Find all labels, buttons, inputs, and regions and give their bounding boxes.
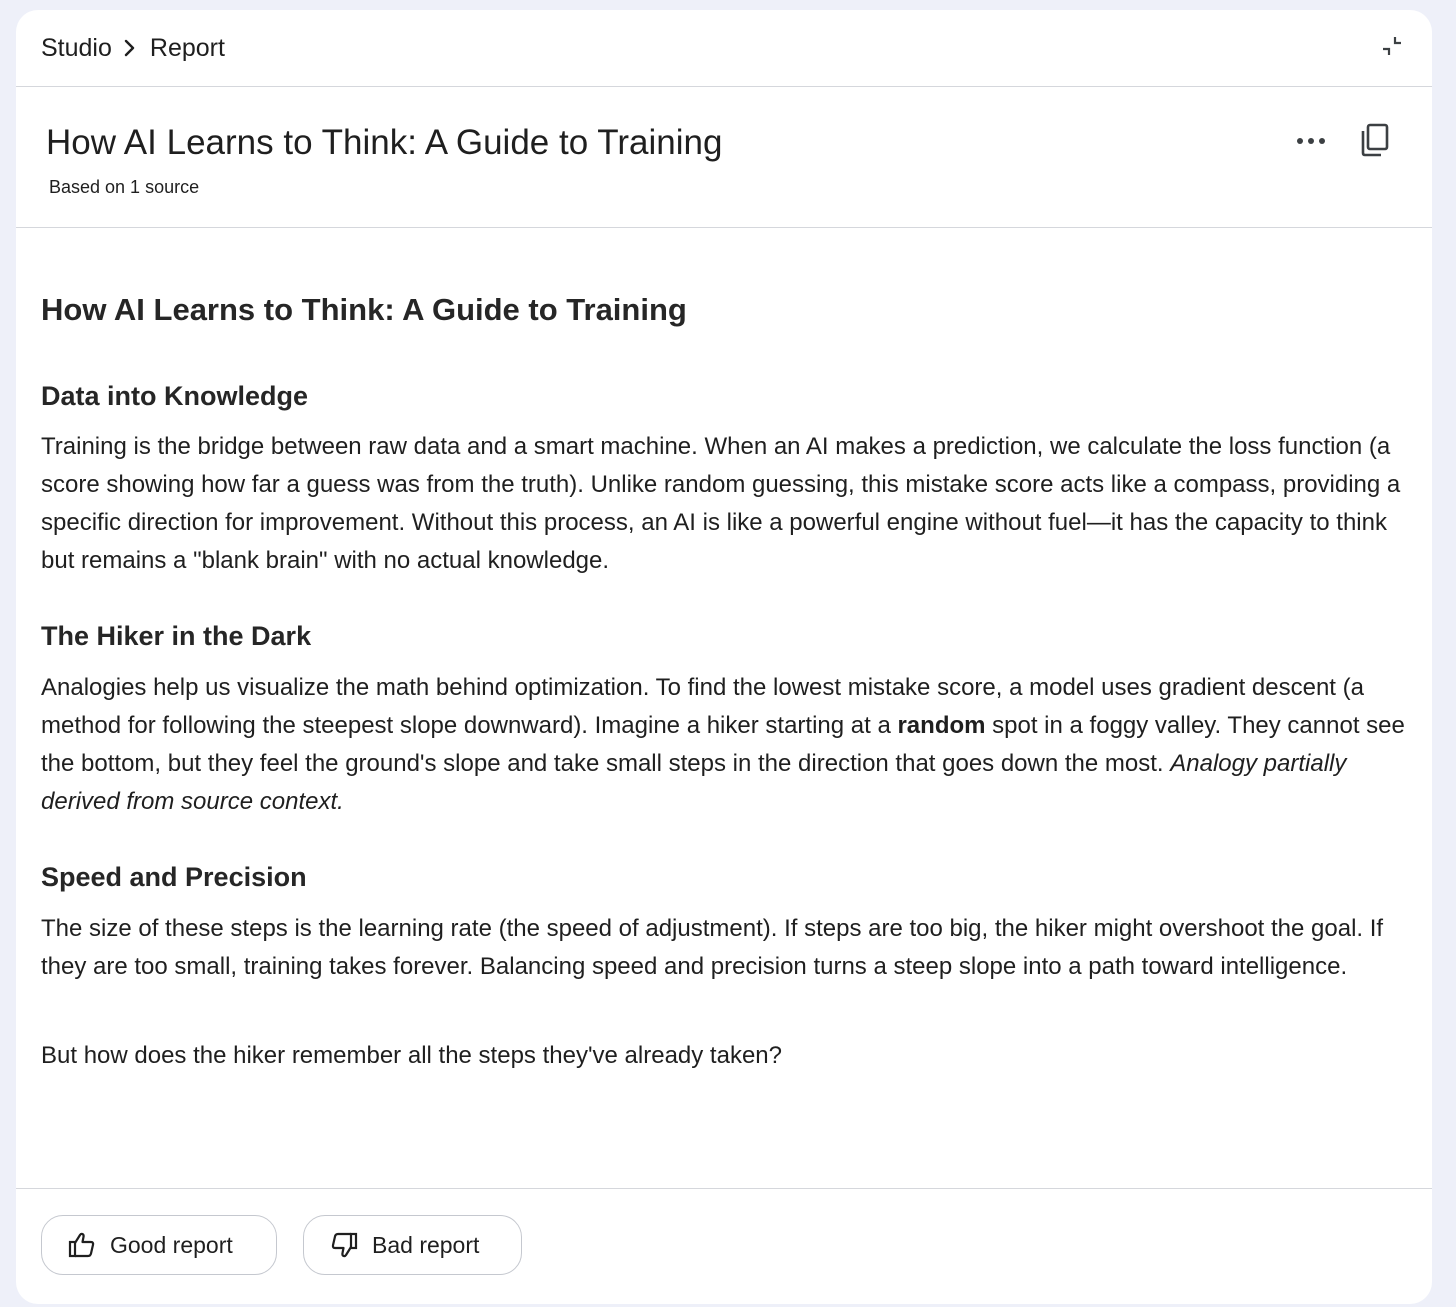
section-heading-data-into-knowledge: Data into Knowledge — [41, 381, 309, 411]
copy-button[interactable] — [1356, 123, 1394, 161]
bold-text: random — [897, 712, 986, 739]
good-report-label: Good report — [110, 1231, 233, 1258]
thumb-down-icon — [330, 1232, 358, 1258]
breadcrumb-studio[interactable]: Studio — [41, 33, 112, 62]
body-text: spot in a foggy valley. They cannot see the bottom, but they feel the ground's slope and take small steps in the direction that goes down the most. — [41, 712, 1405, 777]
report-content — [41, 280, 1411, 1069]
chevron-right-icon — [122, 38, 138, 58]
bad-report-label: Bad report — [372, 1231, 480, 1258]
copy-icon — [1360, 123, 1390, 162]
collapse-button[interactable] — [1376, 32, 1408, 64]
top-bar — [16, 10, 1432, 87]
breadcrumb — [41, 34, 225, 63]
italic-note: Analogy partially derived from source context. — [41, 750, 1347, 815]
collapse-icon — [1381, 35, 1403, 62]
more-options-button[interactable] — [1292, 123, 1330, 161]
breadcrumb-report: Report — [149, 33, 225, 62]
section-heading-speed-and-precision: Speed and Precision — [41, 862, 307, 892]
report-title: How AI Learns to Think: A Guide to Training — [41, 292, 687, 327]
section-body-speed-and-precision: The size of these steps is the learning rate (the speed of adjustment). If steps are too big, the hiker might overshoot the goal. If they are too small, training takes forever. Balancing speed and precision turns a steep slope into a path toward intelligence. — [41, 915, 1384, 980]
bad-report-button[interactable] — [303, 1215, 522, 1275]
thumb-up-icon — [68, 1232, 96, 1258]
closing-question: But how does the hiker remember all the steps they've already taken? — [41, 1042, 782, 1069]
header-actions — [1292, 123, 1394, 161]
report-panel — [16, 10, 1432, 1304]
section-body-hiker-in-the-dark — [41, 669, 1411, 821]
body-text: Analogies help us visualize the math behind optimization. To find the lowest mistake score, a model uses gradient descent (a method for following the steepest slope downward). Imagine a hiker starting at a — [41, 674, 1364, 739]
section-body-data-into-knowledge: Training is the bridge between raw data and a smart machine. When an AI makes a prediction, we calculate the loss function (a score showing how far a guess was from the truth). Unlike random guessing, this mistake score acts like a compass, providing a specific direction for improvement. Without this process, an AI is like a powerful engine without fuel—it has the capacity to think but remains a "blank brain" with no actual knowledge. — [41, 433, 1401, 574]
good-report-button[interactable] — [41, 1215, 277, 1275]
more-horiz-icon — [1296, 133, 1326, 151]
report-header — [16, 87, 1432, 228]
source-count: Based on 1 source — [49, 177, 200, 197]
feedback-footer — [16, 1188, 1432, 1304]
page-title: How AI Learns to Think: A Guide to Training — [46, 123, 723, 162]
section-heading-hiker-in-the-dark: The Hiker in the Dark — [41, 621, 312, 651]
